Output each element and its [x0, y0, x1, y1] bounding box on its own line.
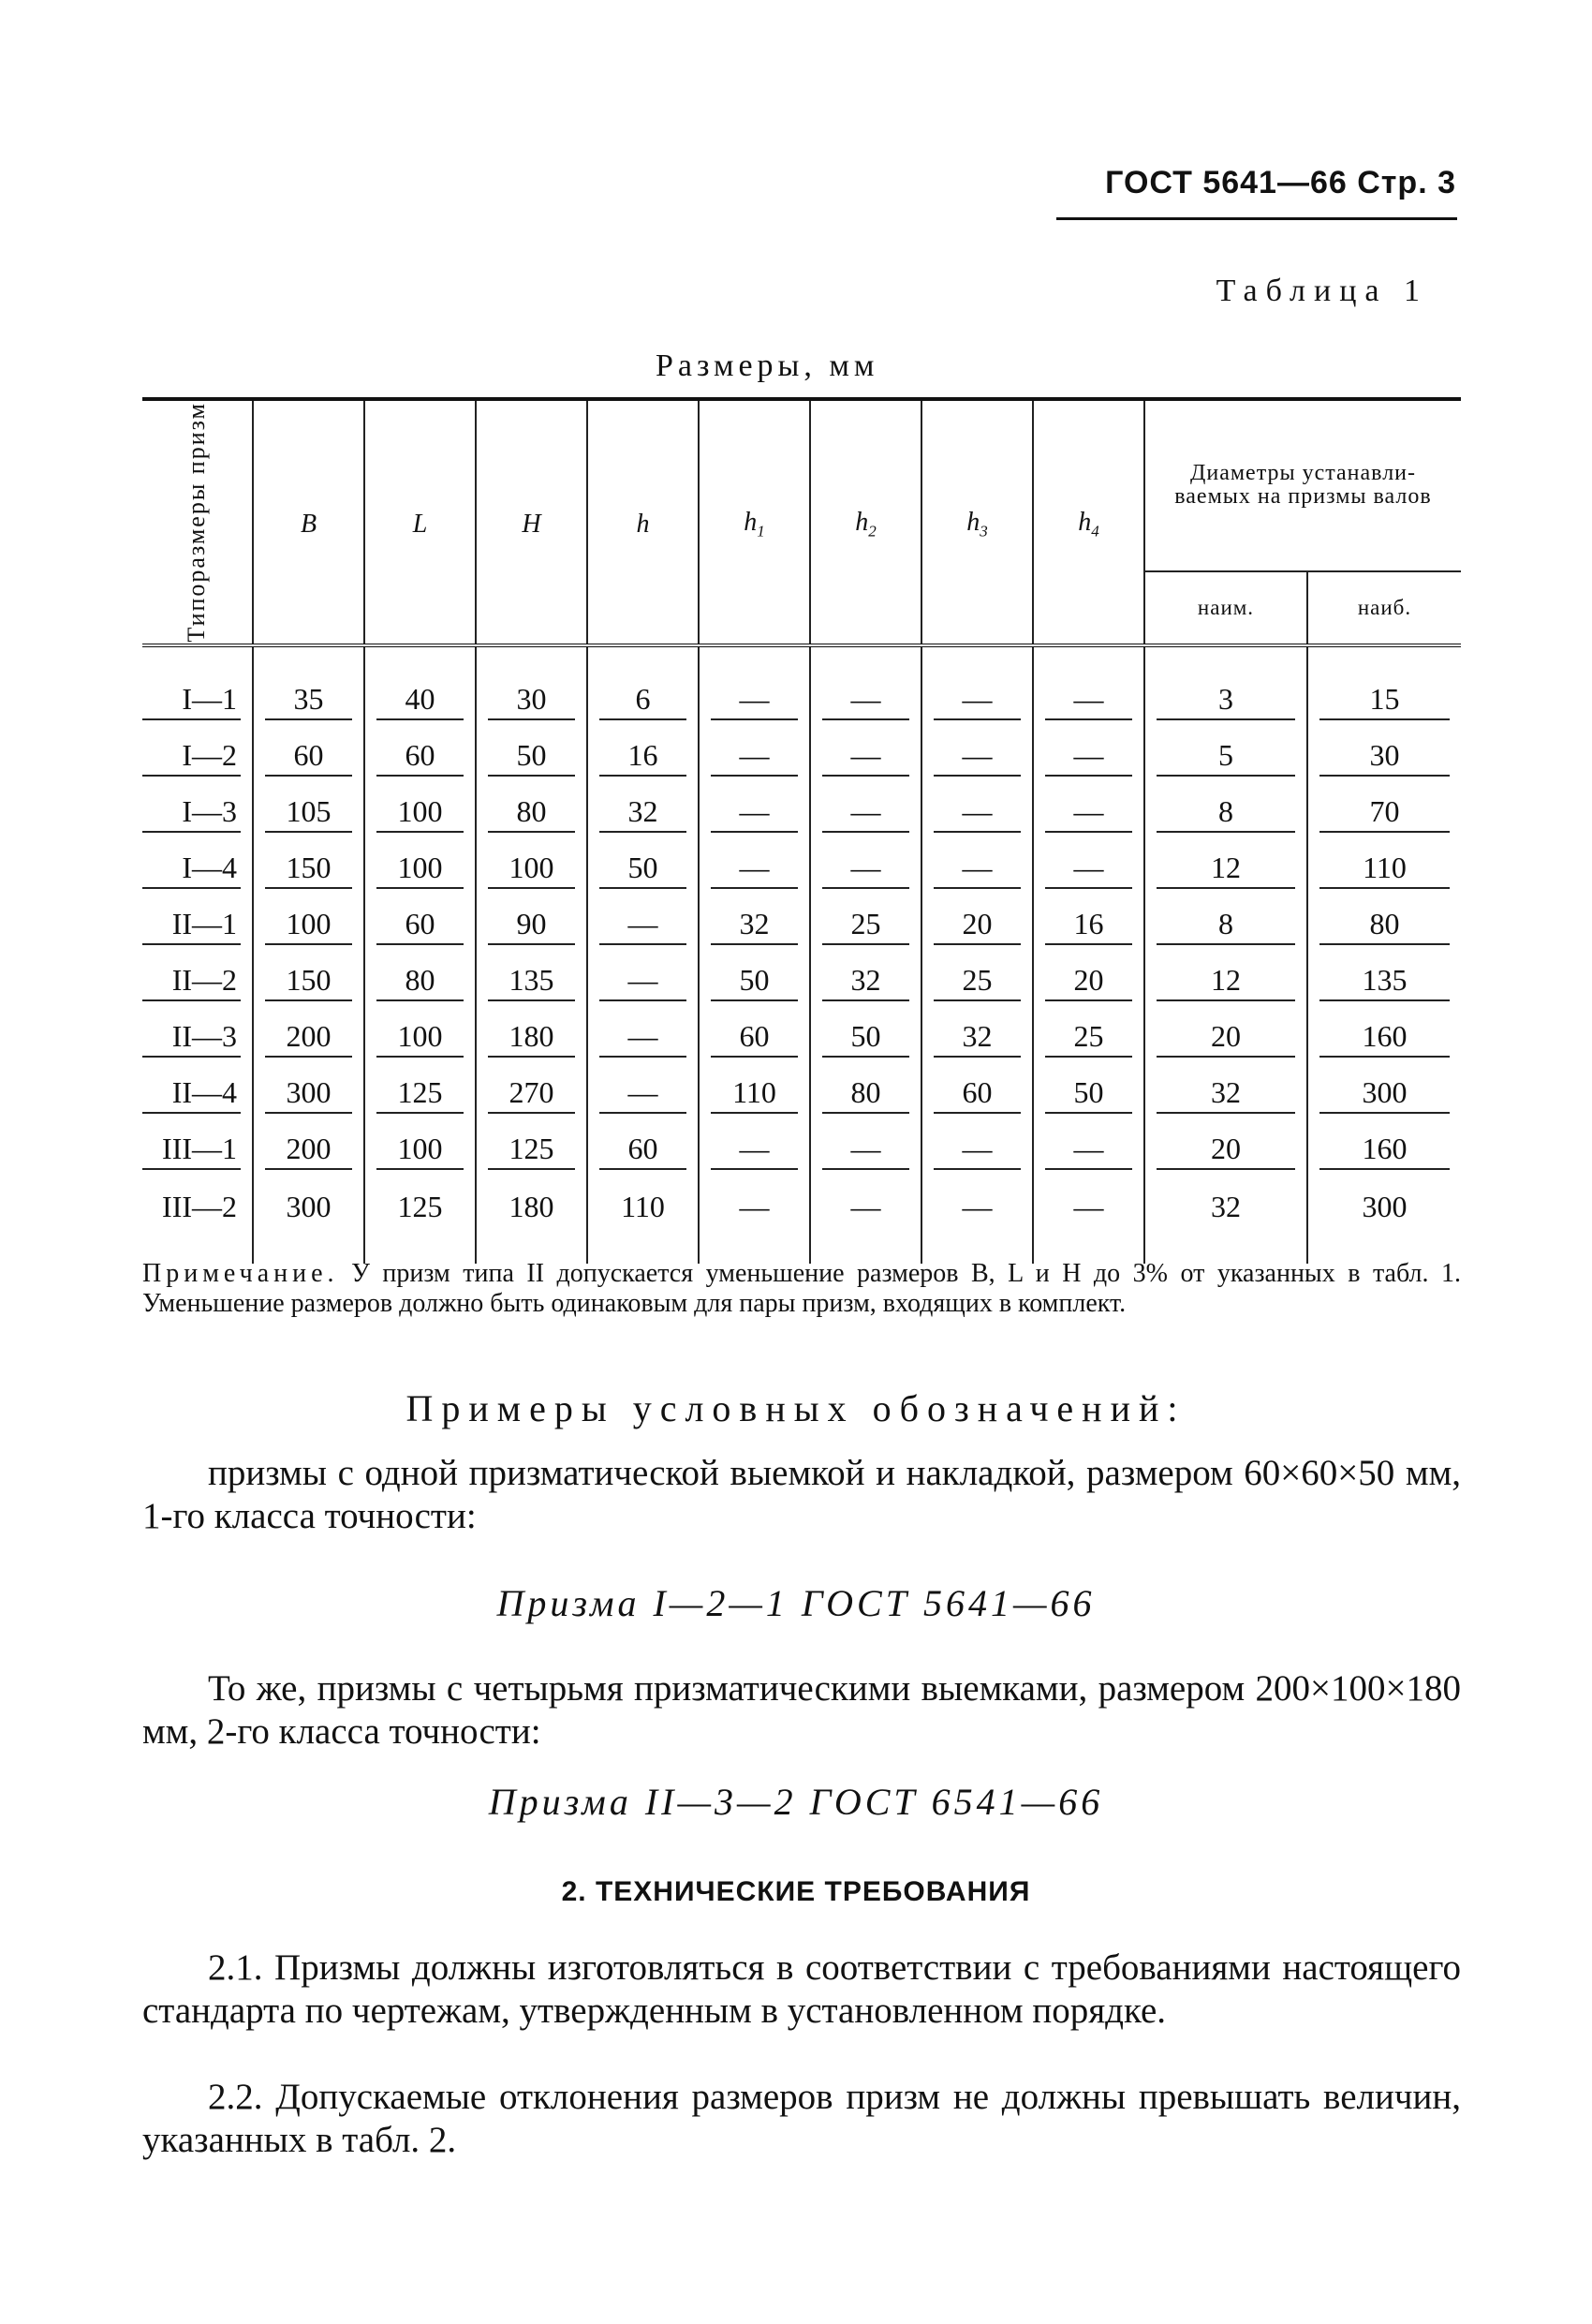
- row-label: I—4: [142, 851, 241, 888]
- cell-value: 50: [822, 1020, 909, 1057]
- cell-value: 100: [376, 1132, 464, 1169]
- table-cell: [810, 1005, 921, 1061]
- header-rule: [1056, 217, 1457, 220]
- table-cell: [1307, 893, 1461, 949]
- table-cell: [253, 836, 364, 893]
- cell-value: 16: [599, 739, 686, 776]
- cell-value: 125: [397, 1190, 443, 1224]
- cell-value: —: [1045, 1132, 1132, 1169]
- cell-value: —: [599, 964, 686, 1000]
- cell-value: —: [822, 683, 909, 719]
- row-label: II—3: [142, 1020, 241, 1057]
- cell-value: 20: [1045, 964, 1132, 1000]
- table-cell: [810, 1061, 921, 1118]
- table-cell: [364, 1061, 476, 1118]
- table-cell: [1144, 1174, 1307, 1264]
- table-cell: [253, 724, 364, 780]
- cell-value: 12: [1157, 964, 1295, 1000]
- table-row: [142, 645, 1461, 724]
- table-cell: [364, 780, 476, 836]
- table-cell: [810, 836, 921, 893]
- cell-value: —: [711, 795, 798, 832]
- cell-value: 125: [376, 1076, 464, 1113]
- cell-value: 135: [488, 964, 575, 1000]
- table-cell: [364, 645, 476, 724]
- table-cell: [699, 1174, 810, 1264]
- row-label-cell: [142, 1005, 253, 1061]
- col-header-h-upper: [476, 399, 587, 645]
- cell-value: —: [962, 1190, 993, 1224]
- row-label: III—2: [162, 1190, 237, 1224]
- table-cell: [1033, 893, 1144, 949]
- table-cell: [1144, 836, 1307, 893]
- cell-value: 160: [1319, 1020, 1450, 1057]
- cell-value: —: [934, 739, 1021, 776]
- table-row: [142, 780, 1461, 836]
- table-row: [142, 724, 1461, 780]
- note-label: Примечание.: [142, 1259, 339, 1288]
- row-label: I—1: [142, 683, 241, 719]
- table-cell: [253, 1005, 364, 1061]
- table-cell: [1307, 1005, 1461, 1061]
- col-label-h2: $h_2$: [855, 508, 877, 540]
- col-header-b: [253, 399, 364, 645]
- cell-value: —: [711, 1132, 798, 1169]
- table-row: [142, 1174, 1461, 1264]
- table-cell: [921, 724, 1033, 780]
- col-header-h2: [810, 399, 921, 645]
- table-cell: [1307, 1174, 1461, 1264]
- cell-value: 110: [621, 1190, 665, 1224]
- table-cell: [253, 949, 364, 1005]
- col-label-h1: $h_1$: [744, 508, 765, 540]
- table-cell: [699, 893, 810, 949]
- table-cell: [364, 893, 476, 949]
- table-row: [142, 1118, 1461, 1174]
- table-note: [142, 1259, 1461, 1320]
- cell-value: 160: [1319, 1132, 1450, 1169]
- table-cell: [364, 1005, 476, 1061]
- table-cell: [699, 1005, 810, 1061]
- table-cell: [253, 1174, 364, 1264]
- section-2-title: 2. ТЕХНИЧЕСКИЕ ТРЕБОВАНИЯ: [561, 1876, 1031, 1907]
- table-cell: [1033, 1174, 1144, 1264]
- table-cell: [1144, 1118, 1307, 1174]
- cell-value: —: [599, 1020, 686, 1057]
- cell-value: 50: [1045, 1076, 1132, 1113]
- cell-value: —: [934, 683, 1021, 719]
- table-cell: [587, 780, 699, 836]
- table-cell: [1144, 1061, 1307, 1118]
- cell-value: 100: [265, 908, 352, 944]
- cell-value: 25: [934, 964, 1021, 1000]
- table-cell: [364, 724, 476, 780]
- cell-value: —: [739, 1190, 770, 1224]
- cell-value: 80: [488, 795, 575, 832]
- cell-value: 30: [1319, 739, 1450, 776]
- table-cell: [587, 1005, 699, 1061]
- table-cell: [253, 893, 364, 949]
- table-cell: [364, 836, 476, 893]
- row-label-cell: [142, 1061, 253, 1118]
- cell-value: 200: [265, 1132, 352, 1169]
- table-title: Таблица 1: [1216, 274, 1428, 308]
- cell-value: 6: [599, 683, 686, 719]
- table-cell: [476, 1061, 587, 1118]
- table-cell: [921, 780, 1033, 836]
- cell-value: 50: [599, 851, 686, 888]
- row-label-cell: [142, 1174, 253, 1264]
- table-cell: [364, 1174, 476, 1264]
- row-header: Типоразмеры призм: [183, 402, 211, 643]
- cell-value: —: [599, 908, 686, 944]
- cell-value: 20: [934, 908, 1021, 944]
- table-cell: [476, 836, 587, 893]
- table-cell: [587, 645, 699, 724]
- cell-value: 100: [376, 795, 464, 832]
- cell-value: 200: [265, 1020, 352, 1057]
- table-cell: [587, 1118, 699, 1174]
- table-cell: [1033, 1005, 1144, 1061]
- cell-value: —: [1073, 1190, 1104, 1224]
- col-header-h: [587, 399, 699, 645]
- page-header: ГОСТ 5641—66 Стр. 3: [1105, 165, 1456, 200]
- table-row: [142, 893, 1461, 949]
- table-cell: [1033, 1061, 1144, 1118]
- table-cell: [699, 724, 810, 780]
- cell-value: 90: [488, 908, 575, 944]
- table-cell: [1144, 949, 1307, 1005]
- cell-value: 135: [1319, 964, 1450, 1000]
- row-label: II—1: [142, 908, 241, 944]
- cell-value: 70: [1319, 795, 1450, 832]
- col-label-h4: $h_4$: [1078, 508, 1099, 540]
- table-cell: [476, 645, 587, 724]
- table-cell: [810, 780, 921, 836]
- table-row: [142, 1005, 1461, 1061]
- table-cell: [1307, 724, 1461, 780]
- dimensions-table-wrapper: [142, 397, 1461, 1264]
- table-cell: [476, 893, 587, 949]
- table-cell: [921, 1061, 1033, 1118]
- row-label: I—2: [142, 739, 241, 776]
- table-row: [142, 949, 1461, 1005]
- table-units: Размеры, мм: [656, 348, 879, 383]
- cell-value: 50: [711, 964, 798, 1000]
- cell-value: 300: [1319, 1076, 1450, 1113]
- cell-value: 180: [509, 1190, 554, 1224]
- cell-value: 30: [488, 683, 575, 719]
- table-cell: [699, 836, 810, 893]
- col-label-b: B: [300, 509, 317, 539]
- table-cell: [587, 893, 699, 949]
- cell-value: 35: [265, 683, 352, 719]
- cell-value: 20: [1157, 1132, 1295, 1169]
- table-cell: [921, 949, 1033, 1005]
- row-label-cell: [142, 836, 253, 893]
- table-cell: [810, 949, 921, 1005]
- row-label: II—4: [142, 1076, 241, 1113]
- cell-value: 300: [1362, 1190, 1408, 1224]
- table-cell: [921, 645, 1033, 724]
- col-label-l: L: [412, 509, 428, 539]
- designation-1: Призма I—2—1 ГОСТ 5641—66: [496, 1582, 1096, 1624]
- col-label-h-upper: H: [522, 509, 541, 539]
- col-header-h1: [699, 399, 810, 645]
- cell-value: 50: [488, 739, 575, 776]
- cell-value: —: [822, 1132, 909, 1169]
- table-cell: [476, 949, 587, 1005]
- cell-value: 20: [1157, 1020, 1295, 1057]
- row-header-cell: [142, 399, 253, 645]
- clause-2-2: 2.2. Допускаемые отклонения размеров призм не должны превышать величин, указанных в табл. 2.: [142, 2077, 1461, 2161]
- table-cell: [921, 1005, 1033, 1061]
- cell-value: —: [1045, 851, 1132, 888]
- row-label: III—1: [142, 1132, 241, 1169]
- table-cell: [253, 1061, 364, 1118]
- cell-value: 25: [822, 908, 909, 944]
- table-cell: [699, 645, 810, 724]
- cell-value: 100: [376, 851, 464, 888]
- cell-value: 300: [265, 1076, 352, 1113]
- row-label-cell: [142, 724, 253, 780]
- row-label: I—3: [142, 795, 241, 832]
- diameter-min-header: наим.: [1144, 571, 1307, 645]
- dimensions-table: [142, 397, 1461, 1264]
- cell-value: 32: [934, 1020, 1021, 1057]
- row-label-cell: [142, 645, 253, 724]
- table-cell: [810, 1174, 921, 1264]
- table-cell: [1144, 780, 1307, 836]
- table-row: [142, 836, 1461, 893]
- col-label-h: h: [636, 509, 650, 539]
- cell-value: 60: [376, 739, 464, 776]
- cell-value: —: [934, 851, 1021, 888]
- table-cell: [1307, 836, 1461, 893]
- cell-value: 100: [488, 851, 575, 888]
- cell-value: 150: [265, 851, 352, 888]
- example-1-text: призмы с одной призматической выемкой и накладкой, размером 60×60×50 мм, 1-го класса точности:: [142, 1453, 1461, 1537]
- table-cell: [1144, 724, 1307, 780]
- col-label-h3: $h_3$: [966, 508, 988, 540]
- cell-value: 15: [1319, 683, 1450, 719]
- cell-value: —: [822, 795, 909, 832]
- table-cell: [810, 724, 921, 780]
- note-text: У призм типа II допускается уменьшение размеров B, L и H до 3% от указанных в табл. 1. Уменьшение размеров должно быть одинаковым для пары призм, входящих в комплект.: [142, 1259, 1461, 1319]
- example-2-text: То же, призмы с четырьмя призматическими выемками, размером 200×100×180 мм, 2-го класса точности:: [142, 1668, 1461, 1753]
- cell-value: 60: [376, 908, 464, 944]
- cell-value: —: [711, 739, 798, 776]
- table-cell: [1144, 645, 1307, 724]
- table-cell: [1033, 949, 1144, 1005]
- table-cell: [1033, 836, 1144, 893]
- cell-value: 60: [265, 739, 352, 776]
- cell-value: —: [1045, 795, 1132, 832]
- cell-value: 80: [822, 1076, 909, 1113]
- row-label-cell: [142, 780, 253, 836]
- table-cell: [810, 893, 921, 949]
- table-cell: [587, 949, 699, 1005]
- cell-value: 300: [286, 1190, 332, 1224]
- table-cell: [1307, 645, 1461, 724]
- cell-value: —: [934, 1132, 1021, 1169]
- table-cell: [810, 1118, 921, 1174]
- row-label-cell: [142, 1118, 253, 1174]
- cell-value: 32: [711, 908, 798, 944]
- clause-2-1: 2.1. Призмы должны изготовляться в соответствии с требованиями настоящего стандарта по чертежам, утвержденным в установленном порядке.: [142, 1947, 1461, 2032]
- table-cell: [699, 1061, 810, 1118]
- cell-value: 25: [1045, 1020, 1132, 1057]
- diameter-max-header: наиб.: [1307, 571, 1461, 645]
- cell-value: —: [934, 795, 1021, 832]
- cell-value: 180: [488, 1020, 575, 1057]
- table-cell: [364, 1118, 476, 1174]
- table-cell: [364, 949, 476, 1005]
- diameter-header: Диаметры устанавли- ваемых на призмы валов: [1144, 399, 1461, 571]
- table-row: [142, 1061, 1461, 1118]
- cell-value: 125: [488, 1132, 575, 1169]
- table-cell: [587, 1061, 699, 1118]
- table-cell: [699, 949, 810, 1005]
- cell-value: 12: [1157, 851, 1295, 888]
- examples-title: Примеры условных обозначений:: [405, 1387, 1187, 1429]
- table-body: [142, 645, 1461, 1264]
- table-cell: [921, 1118, 1033, 1174]
- table-cell: [1033, 1118, 1144, 1174]
- cell-value: —: [711, 851, 798, 888]
- cell-value: —: [822, 851, 909, 888]
- table-cell: [921, 836, 1033, 893]
- table-cell: [476, 1118, 587, 1174]
- table-cell: [587, 836, 699, 893]
- table-cell: [699, 780, 810, 836]
- cell-value: 80: [376, 964, 464, 1000]
- cell-value: —: [1045, 683, 1132, 719]
- col-header-h3: [921, 399, 1033, 645]
- cell-value: 100: [376, 1020, 464, 1057]
- row-label-cell: [142, 893, 253, 949]
- cell-value: 32: [1211, 1190, 1241, 1224]
- cell-value: —: [822, 739, 909, 776]
- cell-value: 40: [376, 683, 464, 719]
- table-cell: [476, 724, 587, 780]
- cell-value: 5: [1157, 739, 1295, 776]
- cell-value: 150: [265, 964, 352, 1000]
- cell-value: 60: [934, 1076, 1021, 1113]
- cell-value: 60: [711, 1020, 798, 1057]
- cell-value: 110: [1319, 851, 1450, 888]
- table-cell: [476, 780, 587, 836]
- cell-value: 32: [822, 964, 909, 1000]
- cell-value: 32: [1157, 1076, 1295, 1113]
- table-cell: [921, 893, 1033, 949]
- cell-value: 16: [1045, 908, 1132, 944]
- table-cell: [1307, 949, 1461, 1005]
- col-header-h4: [1033, 399, 1144, 645]
- table-cell: [253, 780, 364, 836]
- cell-value: 3: [1157, 683, 1295, 719]
- cell-value: —: [850, 1190, 881, 1224]
- table-cell: [921, 1174, 1033, 1264]
- cell-value: 60: [599, 1132, 686, 1169]
- table-cell: [1144, 1005, 1307, 1061]
- row-label: II—2: [142, 964, 241, 1000]
- cell-value: —: [599, 1076, 686, 1113]
- cell-value: —: [1045, 739, 1132, 776]
- row-label-cell: [142, 949, 253, 1005]
- table-cell: [1033, 645, 1144, 724]
- table-cell: [1307, 1118, 1461, 1174]
- table-cell: [1307, 780, 1461, 836]
- cell-value: 105: [265, 795, 352, 832]
- cell-value: 110: [711, 1076, 798, 1113]
- cell-value: 32: [599, 795, 686, 832]
- cell-value: 80: [1319, 908, 1450, 944]
- table-cell: [810, 645, 921, 724]
- table-cell: [587, 1174, 699, 1264]
- table-cell: [1033, 780, 1144, 836]
- table-cell: [1033, 724, 1144, 780]
- table-cell: [587, 724, 699, 780]
- table-cell: [1144, 893, 1307, 949]
- cell-value: 8: [1157, 908, 1295, 944]
- table-cell: [699, 1118, 810, 1174]
- table-cell: [1307, 1061, 1461, 1118]
- table-cell: [253, 1118, 364, 1174]
- col-header-l: [364, 399, 476, 645]
- table-cell: [476, 1174, 587, 1264]
- designation-2: Призма II—3—2 ГОСТ 6541—66: [488, 1781, 1104, 1823]
- cell-value: 270: [488, 1076, 575, 1113]
- table-cell: [476, 1005, 587, 1061]
- cell-value: 8: [1157, 795, 1295, 832]
- cell-value: —: [711, 683, 798, 719]
- table-cell: [253, 645, 364, 724]
